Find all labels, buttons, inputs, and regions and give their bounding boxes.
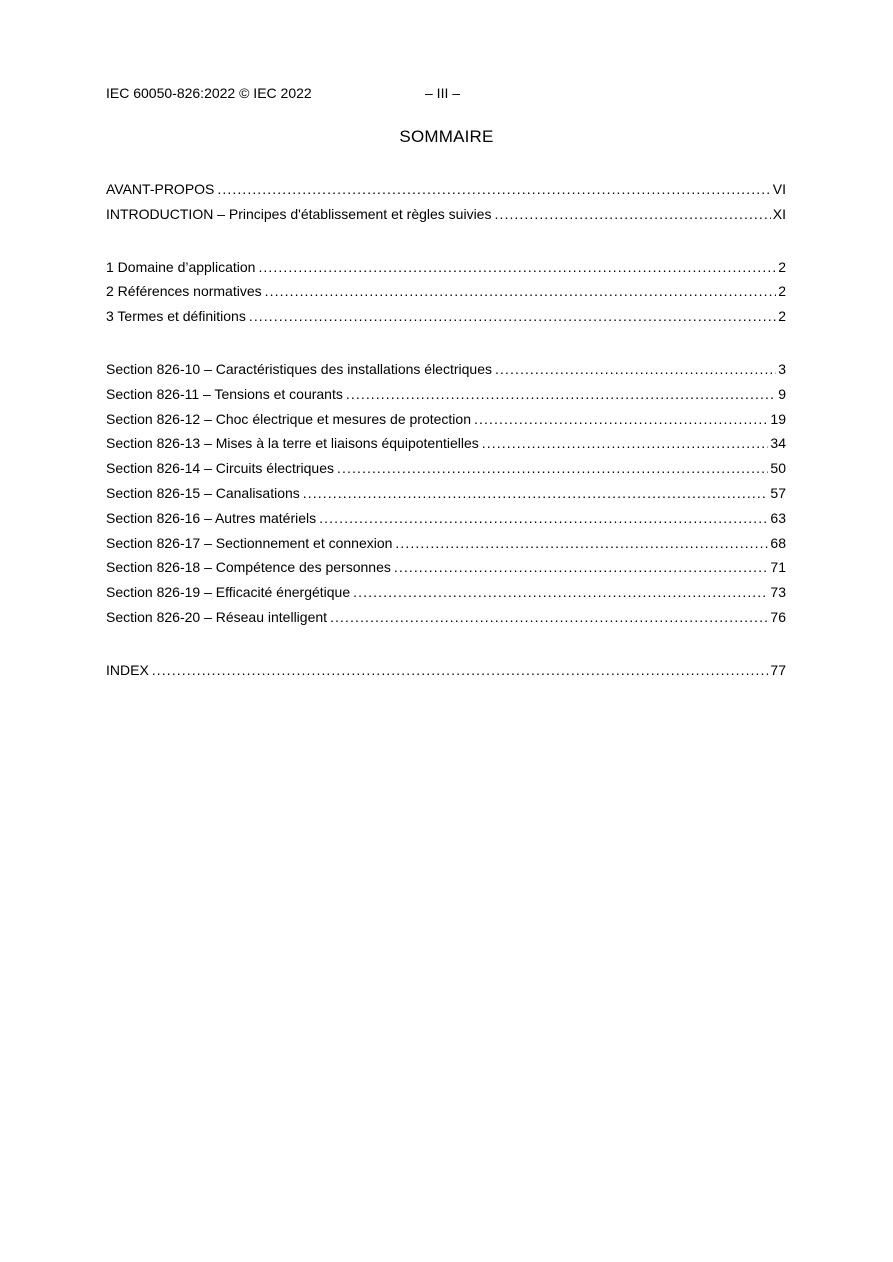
- toc-entry-introduction[interactable]: [106, 204, 786, 229]
- dot-leader: [353, 582, 768, 602]
- toc-group-clauses: [106, 257, 786, 331]
- toc-entry-label: Section 826-19 – Efficacité énergétique: [106, 582, 353, 602]
- toc-entry-page: 2: [778, 258, 786, 275]
- toc-group-back: [106, 660, 786, 685]
- toc-entry-section-826-20[interactable]: [106, 607, 786, 632]
- toc-entry-section-826-17[interactable]: [106, 533, 786, 558]
- toc-entry-section-826-11[interactable]: [106, 384, 786, 409]
- toc-entry-page: 71: [770, 559, 786, 576]
- toc-entry-page: VI: [772, 181, 786, 197]
- toc-entry-label: Section 826-17 – Sectionnement et connexion: [106, 533, 395, 553]
- dot-leader: [258, 257, 776, 277]
- toc-entry-clause-1[interactable]: [106, 257, 786, 282]
- toc-entry-page: 9: [778, 385, 786, 402]
- dot-leader: [474, 409, 768, 429]
- dot-leader: [217, 179, 770, 199]
- toc-group-sections: [106, 359, 786, 632]
- dot-leader: [337, 458, 768, 478]
- toc-entry-label: INDEX: [106, 660, 152, 680]
- toc-entry-page: 2: [778, 283, 786, 300]
- toc-entry-page: XI: [772, 205, 786, 222]
- toc-entry-label: Section 826-10 – Caractéristiques des installations électriques: [106, 359, 495, 379]
- toc-entry-page: 57: [770, 484, 786, 501]
- dot-leader: [330, 607, 768, 627]
- toc-entry-label: Section 826-18 – Compétence des personnes: [106, 557, 394, 577]
- toc-entry-clause-2[interactable]: [106, 281, 786, 306]
- toc-entry-page: 50: [770, 460, 786, 477]
- page-header: [106, 85, 786, 105]
- toc-entry-label: Section 826-16 – Autres matériels: [106, 508, 319, 528]
- dot-leader: [482, 433, 769, 453]
- toc-entry-page: 3: [778, 360, 786, 377]
- toc-entry-section-826-15[interactable]: [106, 483, 786, 508]
- toc-entry-page: 77: [770, 661, 786, 678]
- dot-leader: [346, 384, 776, 404]
- toc-entry-label: INTRODUCTION – Principes d'établissement et règles suivies: [106, 204, 494, 224]
- toc-entry-section-826-16[interactable]: [106, 508, 786, 533]
- dot-leader: [395, 533, 768, 553]
- toc-entry-label: Section 826-13 – Mises à la terre et liaisons équipotentielles: [106, 433, 482, 453]
- page-title: SOMMAIRE: [399, 127, 494, 146]
- toc-entry-section-826-12[interactable]: [106, 409, 786, 434]
- dot-leader: [303, 483, 769, 503]
- toc-entry-label: Section 826-14 – Circuits électriques: [106, 458, 337, 478]
- dot-leader: [394, 557, 769, 577]
- toc-entry-section-826-19[interactable]: [106, 582, 786, 607]
- toc-entry-avant-propos[interactable]: [106, 179, 786, 204]
- toc-entry-clause-3[interactable]: [106, 306, 786, 331]
- toc-entry-section-826-10[interactable]: [106, 359, 786, 384]
- toc-entry-label: 3 Termes et définitions: [106, 306, 249, 326]
- toc-entry-page: 19: [770, 410, 786, 427]
- toc-entry-label: Section 826-11 – Tensions et courants: [106, 384, 346, 404]
- toc-entry-label: 2 Références normatives: [106, 281, 265, 301]
- toc-entry-label: Section 826-12 – Choc électrique et mesures de protection: [106, 409, 474, 429]
- toc-entry-section-826-13[interactable]: [106, 433, 786, 458]
- toc-entry-section-826-14[interactable]: [106, 458, 786, 483]
- toc-entry-page: 73: [770, 584, 786, 601]
- toc-group-front: [106, 179, 786, 229]
- dot-leader: [494, 204, 770, 224]
- toc-entry-page: 2: [778, 308, 786, 325]
- toc-entry-label: 1 Domaine d’application: [106, 257, 258, 277]
- toc-entry-page: 34: [770, 435, 786, 452]
- dot-leader: [152, 660, 769, 680]
- table-of-contents: [106, 179, 786, 685]
- page-number: – III –: [425, 85, 461, 101]
- dot-leader: [265, 281, 777, 301]
- toc-entry-label: AVANT-PROPOS: [106, 179, 217, 199]
- toc-entry-label: Section 826-15 – Canalisations: [106, 483, 303, 503]
- toc-entry-page: 76: [770, 608, 786, 625]
- toc-entry-page: 63: [770, 509, 786, 526]
- document-identifier: IEC 60050-826:2022 © IEC 2022: [106, 85, 312, 101]
- dot-leader: [319, 508, 768, 528]
- toc-entry-section-826-18[interactable]: [106, 557, 786, 582]
- dot-leader: [249, 306, 776, 326]
- toc-entry-page: 68: [770, 534, 786, 551]
- dot-leader: [495, 359, 776, 379]
- toc-entry-index[interactable]: [106, 660, 786, 685]
- toc-entry-label: Section 826-20 – Réseau intelligent: [106, 607, 330, 627]
